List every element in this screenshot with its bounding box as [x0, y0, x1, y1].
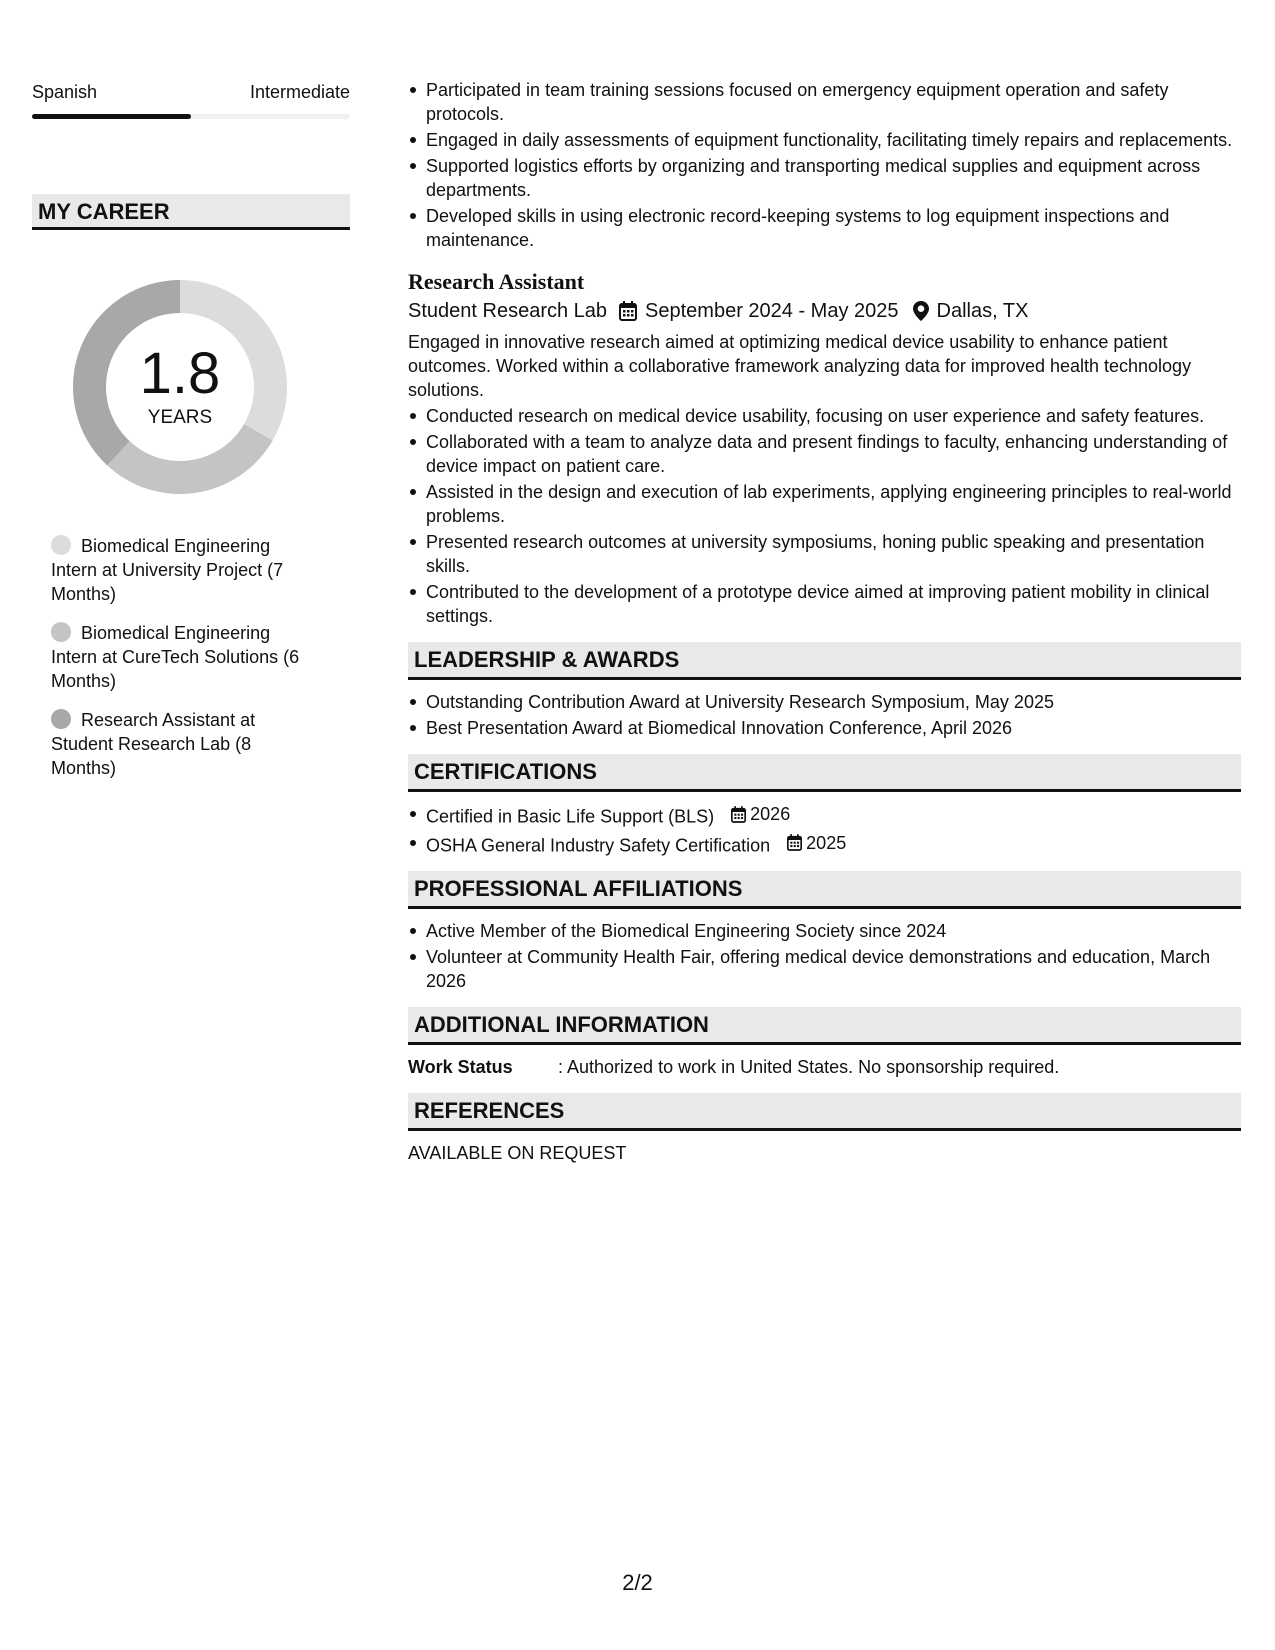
- career-total-unit: YEARS: [147, 407, 213, 428]
- legend-dot: [51, 709, 71, 729]
- job-description: Engaged in innovative research aimed at optimizing medical device usability to enhance patient outcomes. Worked within a collaborative framework analyzing data for improved health technology solutions.: [408, 332, 1192, 400]
- language-proficiency-fill: [32, 114, 191, 119]
- language-name: Spanish: [32, 82, 98, 102]
- list-item: Contributed to the development of a prototype device aimed at improving patient mobility in clinical settings.: [408, 580, 1241, 628]
- affiliations-list: [408, 919, 1241, 993]
- career-donut-chart: [67, 274, 293, 500]
- language-level: Intermediate: [249, 82, 350, 102]
- list-item: Assisted in the design and execution of lab experiments, applying engineering principles to real-world problems.: [408, 480, 1241, 528]
- leadership-list: [408, 690, 1241, 740]
- references-heading: REFERENCES: [408, 1093, 1241, 1131]
- calendar-icon: [619, 301, 637, 321]
- job-dates: September 2024 - May 2025: [645, 300, 899, 322]
- job-location: Dallas, TX: [936, 300, 1029, 322]
- legend-label: Biomedical Engineering Intern at CureTech Solutions (6 Months): [51, 623, 300, 691]
- work-status-value: : Authorized to work in United States. No sponsorship required.: [558, 1057, 1060, 1077]
- job-employer: Student Research Lab: [408, 300, 608, 322]
- job-title: Research Assistant: [408, 269, 585, 294]
- list-item: Conducted research on medical device usability, focusing on user experience and safety features.: [408, 404, 1241, 428]
- list-item: [408, 831, 1241, 858]
- page-number: 2/2: [622, 1570, 653, 1595]
- certifications-heading: CERTIFICATIONS: [408, 754, 1241, 792]
- list-item: Best Presentation Award at Biomedical Innovation Conference, April 2026: [408, 716, 1241, 740]
- legend-label: Biomedical Engineering Intern at University Project (7 Months): [51, 536, 284, 604]
- references-text: AVAILABLE ON REQUEST: [408, 1143, 627, 1163]
- list-item: Collaborated with a team to analyze data and present findings to faculty, enhancing understanding of device impact on patient care.: [408, 430, 1241, 478]
- research-job-bullets: [408, 404, 1241, 628]
- career-heading: MY CAREER: [32, 194, 350, 230]
- calendar-icon: [787, 834, 802, 851]
- legend-item: [51, 708, 302, 780]
- cert-year: 2025: [806, 832, 847, 853]
- affiliations-heading: PROFESSIONAL AFFILIATIONS: [408, 871, 1241, 909]
- cert-name: OSHA General Industry Safety Certification: [426, 835, 771, 855]
- cert-name: Certified in Basic Life Support (BLS): [426, 806, 715, 827]
- calendar-icon: [731, 806, 746, 823]
- cert-year: 2026: [750, 804, 791, 824]
- previous-job-bullets: [408, 78, 1241, 252]
- leadership-heading: LEADERSHIP & AWARDS: [408, 642, 1241, 680]
- location-pin-icon: [913, 301, 929, 321]
- work-status-label: Work Status: [408, 1057, 513, 1077]
- certifications-list: [408, 802, 1241, 857]
- list-item: [408, 802, 1241, 829]
- career-total-value: 1.8: [139, 341, 221, 406]
- legend-dot: [51, 622, 71, 642]
- list-item: Participated in team training sessions focused on emergency equipment operation and safety protocols.: [408, 78, 1241, 126]
- list-item: Supported logistics efforts by organizing and transporting medical supplies and equipment across departments.: [408, 154, 1241, 202]
- language-row: [32, 78, 350, 106]
- list-item: Active Member of the Biomedical Engineering Society since 2024: [408, 919, 1241, 943]
- list-item: Volunteer at Community Health Fair, offering medical device demonstrations and education, March 2026: [408, 945, 1241, 993]
- list-item: Engaged in daily assessments of equipment functionality, facilitating timely repairs and replacements.: [408, 128, 1241, 152]
- legend-item: [51, 621, 302, 693]
- work-status-row: [408, 1055, 1241, 1079]
- career-legend: [32, 534, 302, 780]
- legend-item: [51, 534, 302, 606]
- language-proficiency-bar: [32, 114, 350, 119]
- list-item: Developed skills in using electronic record-keeping systems to log equipment inspections and maintenance.: [408, 204, 1241, 252]
- list-item: Outstanding Contribution Award at University Research Symposium, May 2025: [408, 690, 1241, 714]
- legend-dot: [51, 535, 71, 555]
- additional-info-heading: ADDITIONAL INFORMATION: [408, 1007, 1241, 1045]
- list-item: Presented research outcomes at university symposiums, honing public speaking and presentation skills.: [408, 530, 1241, 578]
- sidebar: [32, 78, 350, 795]
- main-content: [408, 78, 1241, 1165]
- job-meta: [408, 296, 1241, 326]
- legend-label: Research Assistant at Student Research Lab (8 Months): [51, 710, 256, 778]
